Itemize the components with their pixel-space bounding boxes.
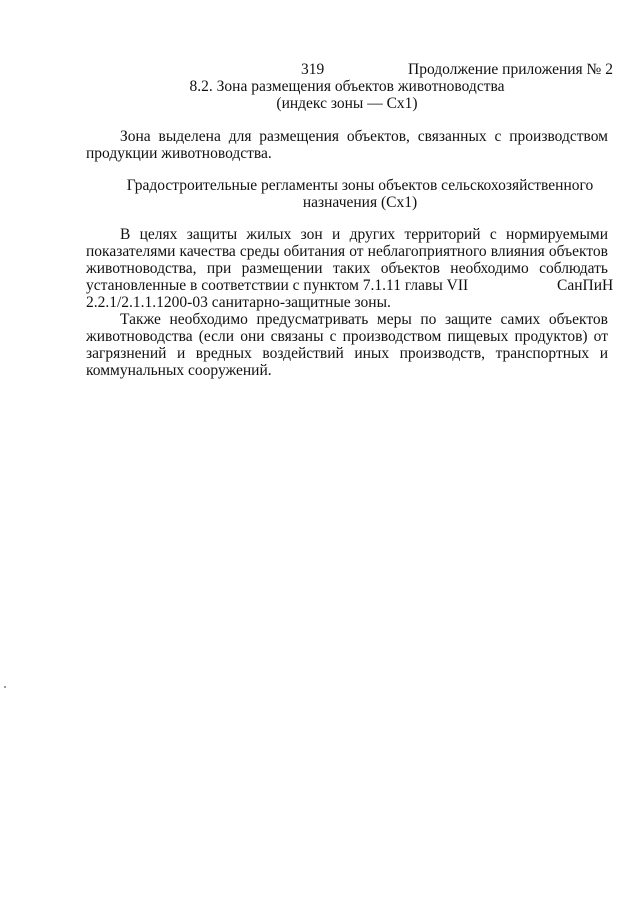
section-title: 8.2. Зона размещения объектов животноводства bbox=[189, 78, 505, 95]
scan-speck bbox=[4, 686, 6, 688]
para1-line-2: показателями качества среды обитания от неблагоприятного влияния объектов bbox=[86, 243, 608, 260]
zone-index: (индекс зоны — Сх1) bbox=[276, 95, 418, 112]
subheading-line-2: назначения (Сх1) bbox=[302, 194, 418, 211]
para2-line-1: Также необходимо предусматривать меры по защите самих объектов bbox=[120, 311, 608, 328]
subheading-line-1: Градостроительные регламенты зоны объектов сельскохозяйственного bbox=[126, 177, 594, 194]
para1-line-3: животноводства, при размещении таких объектов необходимо соблюдать bbox=[86, 260, 608, 277]
para2-line-3: загрязнений и вредных воздействий иных производств, транспортных и bbox=[86, 345, 608, 362]
para1-line-5: 2.2.1/2.1.1.1200-03 санитарно-защитные зоны. bbox=[86, 294, 391, 311]
para1-line-4-left: установленные в соответствии с пунктом 7.1.11 главы VII bbox=[86, 277, 469, 294]
para2-line-4: коммунальных сооружений. bbox=[86, 362, 272, 379]
intro-line-1: Зона выделена для размещения объектов, связанных с производством bbox=[120, 128, 608, 145]
intro-line-2: продукции животноводства. bbox=[86, 145, 272, 162]
para1-line-4-right: СанПиН bbox=[557, 277, 614, 294]
para2-line-2: животноводства (если они связаны с производством пищевых продуктов) от bbox=[86, 328, 608, 345]
para1-line-1: В целях защиты жилых зон и других территорий с нормируемыми bbox=[120, 226, 608, 243]
continuation-label: Продолжение приложения № 2 bbox=[408, 61, 613, 78]
page-number: 319 bbox=[301, 61, 325, 78]
